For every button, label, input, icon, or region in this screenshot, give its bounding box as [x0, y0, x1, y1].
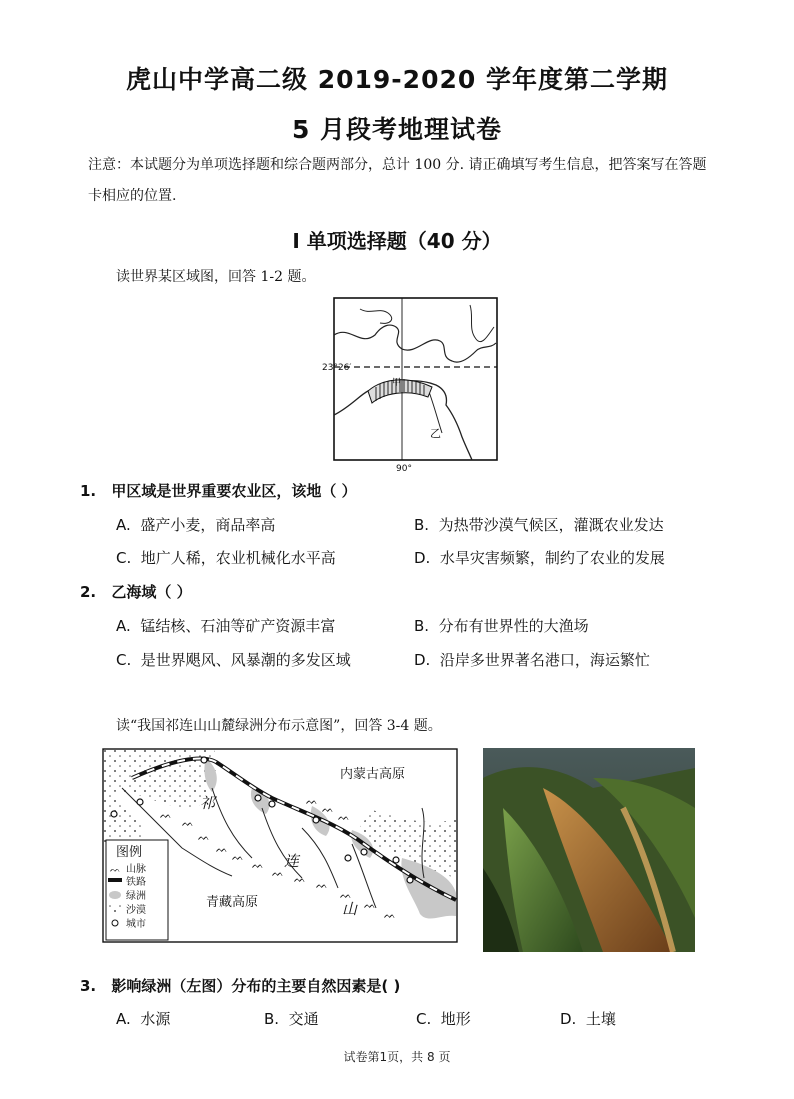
option-3a[interactable]: [116, 1008, 170, 1029]
svg-text:ᨓ: ᨓ: [322, 804, 334, 815]
exam-notice: 注意：本试题分为单项选择题和综合题两部分，总计 100 分. 请正确填写考生信息，把答案写在答题卡相应的位置.: [88, 157, 707, 204]
label-jia: 甲: [392, 378, 402, 388]
option-3c[interactable]: [416, 1008, 471, 1029]
option-text: 锰结核、石油等矿产资源丰富: [140, 617, 336, 635]
group1-intro: 读世界某区域图，回答 1-2 题。: [116, 269, 316, 285]
option-2b[interactable]: [414, 615, 589, 636]
option-text: 分布有世界性的大渔场: [438, 617, 589, 635]
legend-oasis: 绿洲: [126, 891, 146, 902]
option-text: 沿岸多世界著名港口，海运繁忙: [439, 651, 650, 669]
legend-title: 图例: [116, 845, 143, 860]
question-number: 2.: [80, 583, 97, 601]
option-text: 土壤: [585, 1010, 616, 1028]
option-text: 地广人稀，农业机械化水平高: [140, 549, 336, 567]
svg-text:ᨓ: ᨓ: [338, 812, 350, 823]
option-1c[interactable]: [116, 547, 336, 568]
option-2a[interactable]: [116, 615, 335, 636]
option-2c[interactable]: [116, 649, 351, 670]
svg-text:ᨓ: ᨓ: [160, 810, 172, 821]
option-letter: C.: [416, 1010, 432, 1028]
option-text: 地形: [440, 1010, 471, 1028]
question-2: [80, 581, 192, 602]
svg-text:ᨓ: ᨓ: [252, 860, 264, 871]
page-footer: 试卷第1页，共 8 页: [343, 1050, 451, 1064]
question-number: 3.: [80, 977, 97, 995]
option-text: 交通: [288, 1010, 319, 1028]
option-letter: C.: [116, 651, 132, 669]
option-1d[interactable]: [414, 547, 665, 568]
svg-text:ᨓ: ᨓ: [294, 874, 306, 885]
svg-text:ᨓ: ᨓ: [182, 818, 194, 829]
svg-text:ᨓ: ᨓ: [272, 868, 284, 879]
lat-label: 23°26′: [322, 363, 352, 373]
legend-mountain: 山脉: [126, 864, 146, 875]
question-stem: 影响绿洲（左图）分布的主要自然因素是( ): [111, 977, 401, 995]
option-letter: D.: [560, 1010, 577, 1028]
oasis-terrain-photo: [483, 748, 695, 952]
option-letter: A.: [116, 617, 131, 635]
legend-desert: 沙漠: [126, 905, 146, 916]
svg-text:ᨓ: ᨓ: [384, 910, 396, 921]
exam-title-line2: 5 月段考地理试卷: [291, 115, 503, 144]
svg-text:ᨓ: ᨓ: [306, 796, 318, 807]
svg-text:ᨓ: ᨓ: [340, 890, 352, 901]
svg-text:ᨓ: ᨓ: [198, 832, 210, 843]
map-legend: [106, 840, 168, 940]
mountain-char-lian: 连: [284, 852, 300, 870]
option-1a[interactable]: [116, 514, 275, 535]
option-text: 盛产小麦，商品率高: [140, 516, 276, 534]
svg-text:ᨓ: ᨓ: [216, 844, 228, 855]
svg-text:ᨓ: ᨓ: [110, 865, 121, 875]
question-3: [80, 975, 400, 996]
mountain-char-qi: 祁: [200, 794, 216, 812]
svg-text:ᨓ: ᨓ: [232, 852, 244, 863]
section-title: Ⅰ 单项选择题（40 分）: [292, 229, 502, 253]
legend-railway: 铁路: [126, 877, 146, 888]
label-yi: 乙: [430, 427, 441, 440]
option-letter: B.: [414, 516, 430, 534]
question-stem: 乙海域（ ）: [111, 583, 192, 601]
option-letter: A.: [116, 1010, 131, 1028]
option-letter: D.: [414, 651, 431, 669]
option-letter: C.: [116, 549, 132, 567]
question-number: 1.: [80, 482, 97, 500]
legend-city: 城市: [126, 919, 146, 930]
option-text: 是世界飓风、风暴潮的多发区域: [140, 651, 351, 669]
option-letter: B.: [414, 617, 430, 635]
region-inner-mongolia: 内蒙古高原: [340, 767, 406, 782]
mountain-char-shan: 山: [342, 900, 358, 918]
option-text: 水旱灾害频繁，制约了农业的发展: [439, 549, 665, 567]
option-letter: D.: [414, 549, 431, 567]
option-text: 为热带沙漠气候区，灌溉农业发达: [438, 516, 664, 534]
option-3b[interactable]: [264, 1008, 319, 1029]
qilian-oasis-map: [102, 748, 458, 944]
svg-text:ᨓ: ᨓ: [316, 880, 328, 891]
option-2d[interactable]: [414, 649, 650, 670]
option-1b[interactable]: [414, 514, 664, 535]
region-tibet-plateau: 青藏高原: [206, 895, 259, 910]
map-frame: [334, 298, 497, 460]
option-letter: B.: [264, 1010, 280, 1028]
question-stem: 甲区域是世界重要农业区，该地（ ）: [111, 482, 357, 500]
option-text: 水源: [140, 1010, 171, 1028]
option-letter: A.: [116, 516, 131, 534]
group2-intro: 读“我国祁连山山麓绿洲分布示意图”，回答 3-4 题。: [116, 718, 442, 734]
lon-label: 90°: [396, 464, 412, 474]
exam-title-line1: 虎山中学高二级 2019-2020 学年度第二学期: [126, 65, 668, 94]
svg-text:ᨓ: ᨓ: [364, 900, 376, 911]
world-region-map: [320, 295, 510, 475]
question-1: [80, 480, 357, 501]
option-3d[interactable]: [560, 1008, 616, 1029]
